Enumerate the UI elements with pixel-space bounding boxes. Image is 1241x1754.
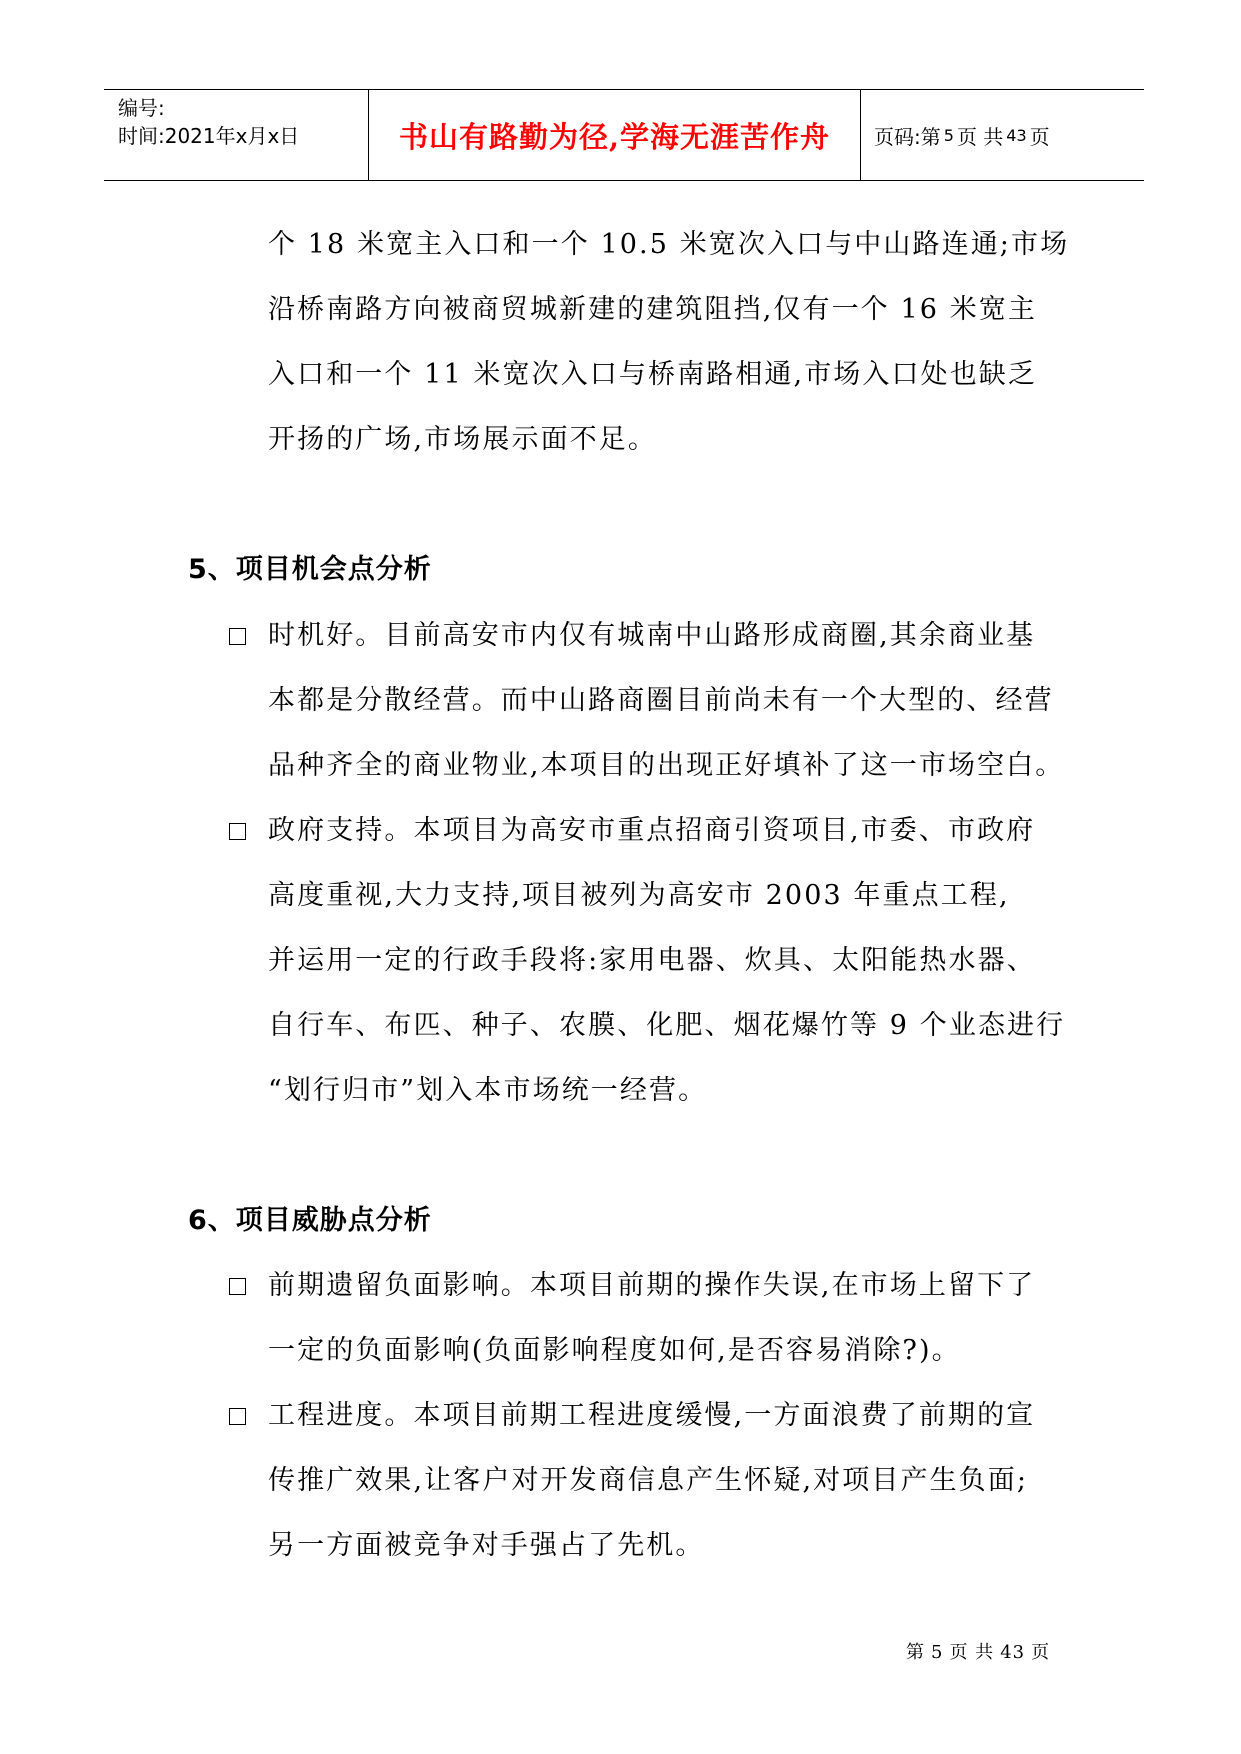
section-heading-6: 6、项目威胁点分析 bbox=[188, 1205, 432, 1236]
page-footer bbox=[906, 1638, 1056, 1664]
footer-page-number: 5 bbox=[931, 1642, 944, 1663]
body-text-line: 传推广效果,让客户对开发商信息产生怀疑,对项目产生负面; bbox=[268, 1465, 1029, 1496]
section-heading-5: 5、项目机会点分析 bbox=[188, 554, 432, 585]
header-page-number: 5 bbox=[943, 125, 954, 145]
bullet-box-icon bbox=[229, 1408, 246, 1425]
body-text-line: 本都是分散经营。而中山路商圈目前尚未有一个大型的、经营 bbox=[268, 685, 1054, 716]
footer-suffix: 页 bbox=[1031, 1642, 1051, 1663]
footer-page-total: 43 bbox=[1000, 1642, 1026, 1663]
body-text-line: 沿桥南路方向被商贸城新建的建筑阻挡,仅有一个 16 米宽主 bbox=[268, 294, 1038, 325]
header-page-mid: 页 共 bbox=[956, 124, 1004, 149]
body-text-line: 并运用一定的行政手段将:家用电器、炊具、太阳能热水器、 bbox=[268, 945, 1036, 976]
header-motto: 书山有路勤为径,学海无涯苦作舟 bbox=[398, 119, 831, 154]
document-number-label: 编号: bbox=[118, 96, 165, 120]
body-text-line: 政府支持。本项目为高安市重点招商引资项目,市委、市政府 bbox=[268, 815, 1036, 846]
footer-prefix: 第 bbox=[906, 1642, 925, 1663]
bullet-box-icon bbox=[229, 628, 246, 645]
body-text-line: 自行车、布匹、种子、农膜、化肥、烟花爆竹等 9 个业态进行 bbox=[268, 1010, 1066, 1041]
header-page-suffix: 页 bbox=[1029, 124, 1050, 149]
bullet-box-icon bbox=[229, 1278, 246, 1295]
body-text-line: 品种齐全的商业物业,本项目的出现正好填补了这一市场空白。 bbox=[268, 750, 1065, 781]
body-text-line: 工程进度。本项目前期工程进度缓慢,一方面浪费了前期的宣 bbox=[268, 1400, 1036, 1431]
document-time-label: 时间:2021年x月x日 bbox=[118, 124, 300, 148]
header-page-prefix: 页码:第 bbox=[874, 124, 941, 149]
body-text-line: 高度重视,大力支持,项目被列为高安市 2003 年重点工程, bbox=[268, 880, 1010, 911]
footer-mid: 页 共 bbox=[949, 1642, 995, 1663]
header-page-total: 43 bbox=[1006, 125, 1027, 145]
body-text-line: 开扬的广场,市场展示面不足。 bbox=[268, 424, 657, 455]
body-text-line: “划行归市”划入本市场统一经营。 bbox=[268, 1075, 708, 1106]
body-text-line: 另一方面被竞争对手强占了先机。 bbox=[268, 1530, 705, 1561]
body-text-line: 个 18 米宽主入口和一个 10.5 米宽次入口与中山路连通;市场 bbox=[268, 229, 1070, 260]
bullet-box-icon bbox=[229, 823, 246, 840]
body-text-line: 一定的负面影响(负面影响程度如何,是否容易消除?)。 bbox=[268, 1335, 961, 1366]
body-text-line: 时机好。目前高安市内仅有城南中山路形成商圈,其余商业基 bbox=[268, 620, 1036, 651]
body-text-line: 前期遗留负面影响。本项目前期的操作失误,在市场上留下了 bbox=[268, 1270, 1036, 1301]
body-text-line: 入口和一个 11 米宽次入口与桥南路相通,市场入口处也缺乏 bbox=[268, 359, 1038, 390]
